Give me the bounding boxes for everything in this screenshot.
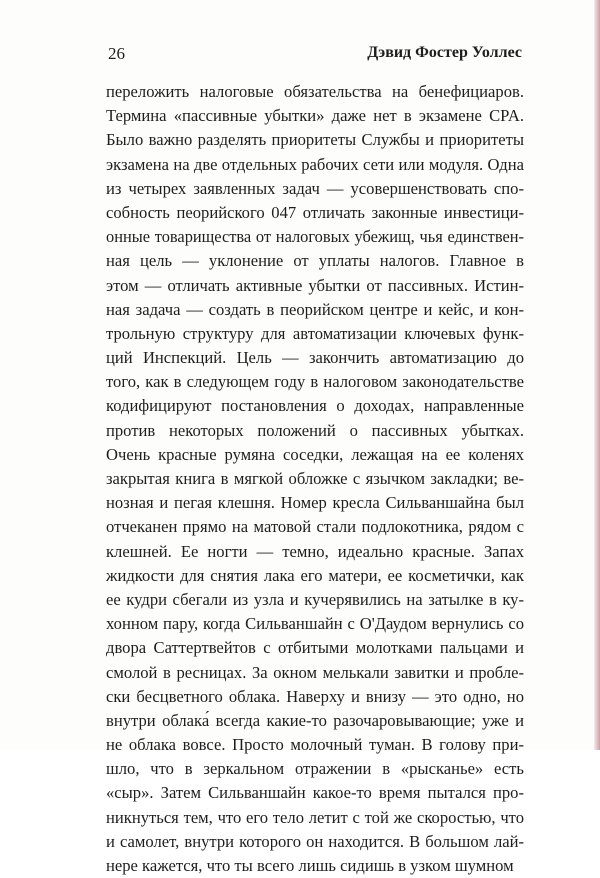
page-number: 26 bbox=[108, 44, 125, 63]
text-line: трольную структуру для автоматизации ключевых функ- bbox=[106, 323, 524, 343]
text-line: закрытая книга в мягкой обложке с язычком закладки; ве- bbox=[106, 469, 524, 488]
text-line: отчеканен прямо на матовой стали подлокотника, рядом с bbox=[106, 517, 524, 537]
text-line: экзамена на две отдельных рабочих сети или модуля. Одна bbox=[106, 154, 524, 174]
text-line: смолой в ресницах. За окном мелькали завитки и пробле- bbox=[106, 662, 524, 682]
text-line: того, как в следующем году в налоговом законодательстве bbox=[106, 372, 524, 392]
text-line: двора Саттертвейтов с отбитыми молотками пальцами и bbox=[106, 638, 524, 658]
text-line: ций Инспекций. Цель — закончить автоматизацию до bbox=[106, 348, 524, 368]
text-line: против некоторых положений о пассивных убытках. bbox=[106, 420, 524, 440]
running-head-author: Дэвид Фостер Уоллес bbox=[367, 44, 522, 61]
text-line: внутри облака́ всегда какие-то разочаровывающие; уже и bbox=[106, 710, 524, 730]
text-line: никнуться тем, что его тело летит с той же скоростью, что bbox=[106, 807, 524, 827]
text-line: этом — отличать активные убытки от пассивных. Истин- bbox=[106, 275, 524, 295]
text-line: жидкости для снятия лака его матери, ее косметички, как bbox=[106, 565, 524, 585]
text-line: ная цель — уклонение от уплаты налогов. Главное в bbox=[106, 251, 524, 271]
text-line: нозная и пегая клешня. Номер кресла Сильваншайна был bbox=[106, 493, 524, 513]
text-line: ее кудри сбегали из узла и кучерявились на затылке в ку- bbox=[106, 589, 524, 609]
text-line: онные товарищества от налоговых убежищ, чья единствен- bbox=[106, 227, 524, 247]
text-line: «сыр». Затем Сильваншайн какое-то время пытался про- bbox=[106, 783, 524, 803]
text-line: клешней. Ее ногти — темно, идеально красные. Запах bbox=[106, 541, 524, 561]
body-text bbox=[106, 80, 524, 878]
text-line: Термина «пассивные убытки» даже нет в экзамене CPA. bbox=[106, 106, 524, 126]
text-line: ная задача — создать в пеорийском центре и кейс, и кон- bbox=[106, 299, 524, 319]
text-line: Очень красные румяна соседки, лежащая на ее коленях bbox=[106, 444, 524, 464]
page-header bbox=[108, 40, 522, 64]
text-line: ски бесцветного облака. Наверху и внизу — это одно, но bbox=[106, 686, 524, 706]
page-edge bbox=[594, 0, 600, 750]
text-line: кодифицируют постановления о доходах, направленные bbox=[106, 396, 524, 416]
text-line: переложить налоговые обязательства на бенефициаров. bbox=[106, 82, 524, 101]
text-line: хонном пару, когда Сильваншайн с О'Даудом вернулись со bbox=[106, 614, 524, 634]
text-line: из четырех заявленных задач — усовершенствовать спо- bbox=[106, 178, 524, 198]
text-line: не облака вовсе. Просто молочный туман. В голову при- bbox=[106, 735, 524, 755]
text-line: нере кажется, что ты всего лишь сидишь в узком шумном bbox=[106, 856, 514, 875]
text-line: Было важно разделять приоритеты Службы и приоритеты bbox=[106, 130, 524, 150]
text-line: шло, что в зеркальном отражении в «рысканье» есть bbox=[106, 759, 524, 779]
text-line: и самолет, внутри которого он находится. В большом лай- bbox=[106, 831, 524, 851]
text-line: собность пеорийского 047 отличать законные инвестици- bbox=[106, 202, 524, 222]
